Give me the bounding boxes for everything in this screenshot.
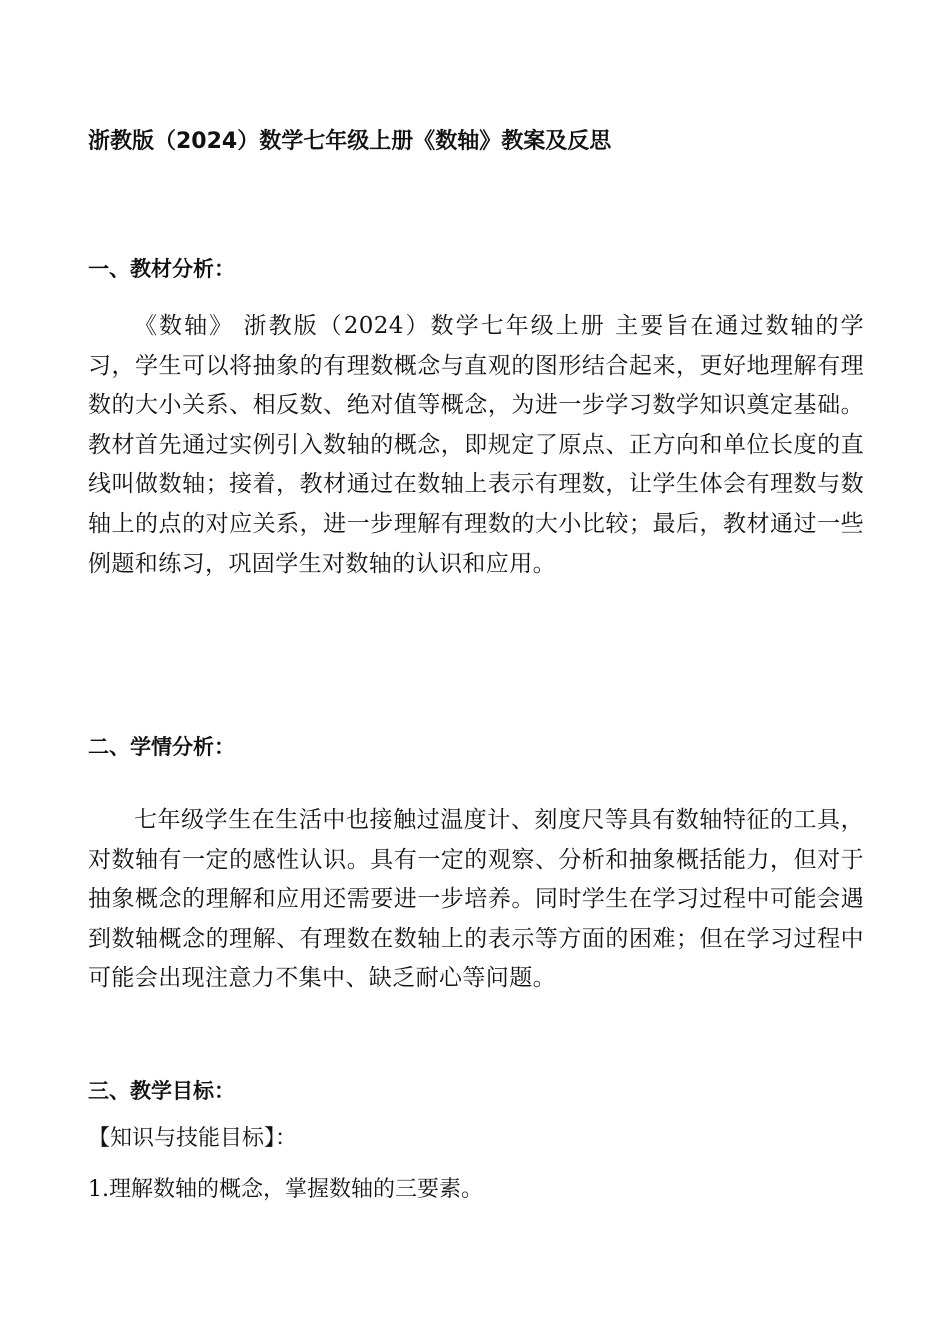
section-heading-textbook-analysis: 一、教材分析： bbox=[88, 257, 235, 281]
document-title: 浙教版（2024）数学七年级上册《数轴》教案及反思 bbox=[88, 129, 612, 154]
knowledge-skill-objective-heading: 【知识与技能目标】： bbox=[88, 1126, 298, 1151]
section-heading-teaching-objectives: 三、教学目标： bbox=[88, 1079, 235, 1103]
textbook-analysis-paragraph: 《数轴》 浙教版（2024）数学七年级上册 主要旨在通过数轴的学习，学生可以将抽象的有理数概念与直观的图形结合起来，更好地理解有理数的大小关系、相反数、绝对值等概念，为进一步学习数学知识奠定基础。教材首先通过实例引入数轴的概念，即规定了原点、正方向和单位长度的直线叫做数轴；接着，教材通过在数轴上表示有理数，让学生体会有理数与数轴上的点的对应关系，进一步理解有理数的大小比较；最后，教材通过一些例题和练习，巩固学生对数轴的认识和应用。 bbox=[88, 313, 864, 577]
section-heading-student-analysis: 二、学情分析： bbox=[88, 735, 235, 759]
objective-list-item: 1.理解数轴的概念，掌握数轴的三要素。 bbox=[88, 1177, 483, 1202]
student-analysis-paragraph: 七年级学生在生活中也接触过温度计、刻度尺等具有数轴特征的工具，对数轴有一定的感性认识。具有一定的观察、分析和抽象概括能力，但对于抽象概念的理解和应用还需要进一步培养。同时学生在学习过程中可能会遇到数轴概念的理解、有理数在数轴上的表示等方面的困难；但在学习过程中可能会出现注意力不集中、缺乏耐心等问题。 bbox=[88, 807, 864, 992]
